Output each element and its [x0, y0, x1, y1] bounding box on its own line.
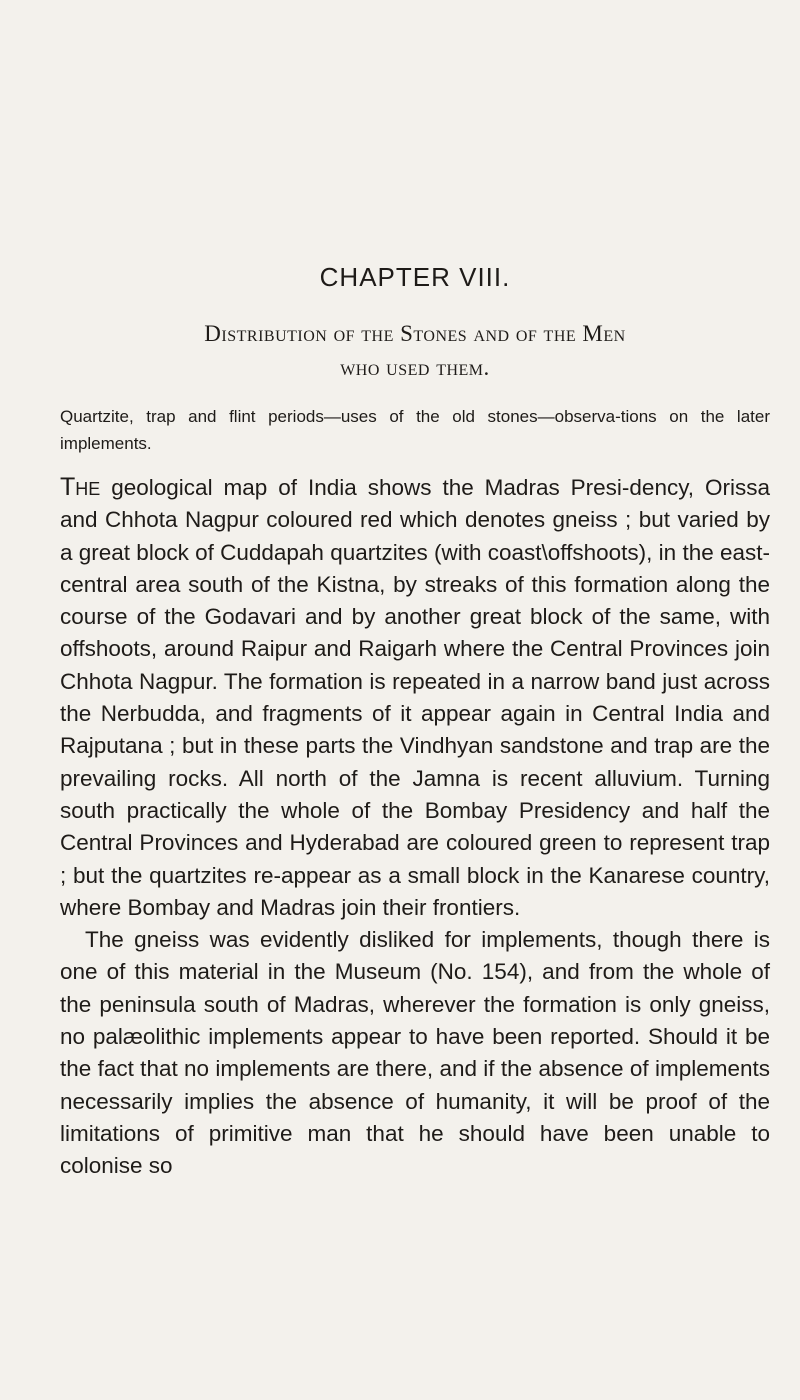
- chapter-title-line-2: who used them.: [340, 355, 490, 380]
- chapter-title-line-1: Distribution of the Stones and of the Men: [204, 321, 626, 346]
- chapter-heading: CHAPTER VIII.: [319, 262, 511, 292]
- body-paragraph-1: [60, 471, 770, 924]
- paragraph-1-text: geological map of India shows the Madras Presi-dency, Orissa and Chhota Nagpur coloured red which denotes gneiss ; but varied by a great block of Cuddapah quartzites (with coast\offshoots), in the east-central area south of the Kistna, by streaks of this formation along the course of the Godavari and by another great block of the same, with offshoots, around Raipur and Raigarh where the Central Provinces join Chhota Nagpur. The formation is repeated in a narrow band just across the Nerbudda, and fragments of it appear again in Central India and Rajputana ; but in these parts the Vindhyan sandstone and trap are the prevailing rocks. All north of the Jamna is recent alluvium. Turning south practically the whole of the Bombay Presidency and half the Central Provinces and Hyderabad are coloured green to represent trap ; but the quartzites re-appear as a small block in the Kanarese country, where Bombay and Madras join their frontiers.: [60, 475, 770, 920]
- chapter-synopsis: Quartzite, trap and flint periods—uses of the old stones—observa-tions on the later implements.: [60, 407, 770, 453]
- page-body: [60, 262, 770, 1183]
- paragraph-lead-word: The: [60, 473, 101, 501]
- body-paragraph-2: The gneiss was evidently disliked for implements, though there is one of this material in the Museum (No. 154), and from the whole of the peninsula south of Madras, wherever the formation is only gneiss, no palæolithic implements appear to have been reported. Should it be the fact that no implements are there, and if the absence of implements necessarily implies the absence of humanity, it will be proof of the limitations of primitive man that he should have been unable to colonise so: [60, 927, 770, 1179]
- chapter-title: [60, 317, 770, 385]
